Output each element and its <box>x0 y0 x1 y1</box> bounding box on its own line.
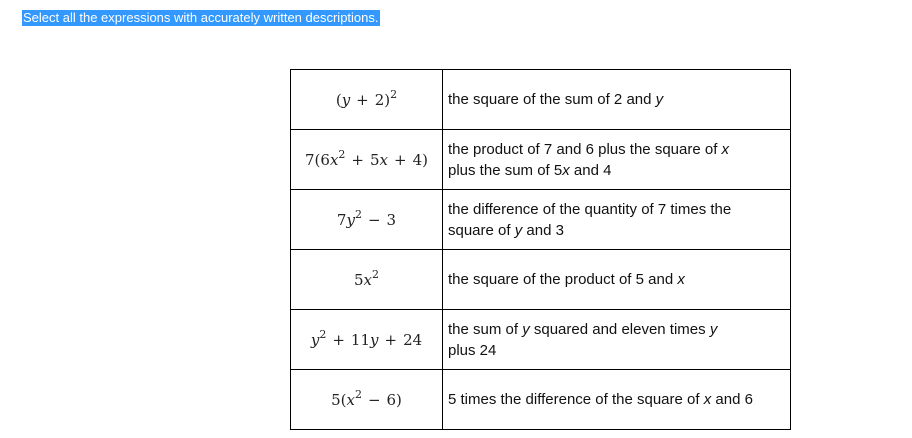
table-row <box>291 70 791 130</box>
table-row <box>291 130 791 190</box>
description-cell <box>443 70 791 130</box>
description: the difference of the quantity of 7 times the square of y and 3 <box>448 200 732 239</box>
expression: $5(x^2 - 6)$ <box>331 387 402 409</box>
description-cell <box>443 130 791 190</box>
table-row <box>291 190 791 250</box>
expression: $(y + 2)^2$ <box>335 87 398 109</box>
expression: $5x^2$ <box>353 267 379 289</box>
description-cell <box>443 310 791 370</box>
description: the sum of y squared and eleven times y plus 24 <box>448 320 718 359</box>
expression-cell <box>291 190 443 250</box>
description: 5 times the difference of the square of x and 6 <box>448 391 753 408</box>
expression-cell <box>291 130 443 190</box>
expression-cell <box>291 310 443 370</box>
description: the square of the sum of 2 and y <box>448 91 664 108</box>
description: the square of the product of 5 and x <box>448 271 685 288</box>
description-cell <box>443 370 791 430</box>
description: the product of 7 and 6 plus the square of x plus the sum of 5x and 4 <box>448 140 730 179</box>
table-row <box>291 310 791 370</box>
expression: $y^2 + 11y + 24$ <box>310 327 423 349</box>
expression-cell <box>291 70 443 130</box>
expression-cell <box>291 250 443 310</box>
expression: $7(6x^2 + 5x + 4)$ <box>305 147 428 169</box>
table-row <box>291 250 791 310</box>
description-cell <box>443 250 791 310</box>
instruction-text: Select all the expressions with accurately written descriptions. <box>23 10 379 25</box>
expression-cell <box>291 370 443 430</box>
description-cell <box>443 190 791 250</box>
expression: $7y^2 - 3$ <box>336 207 397 229</box>
table-row <box>291 370 791 430</box>
expression-description-table <box>290 69 791 430</box>
